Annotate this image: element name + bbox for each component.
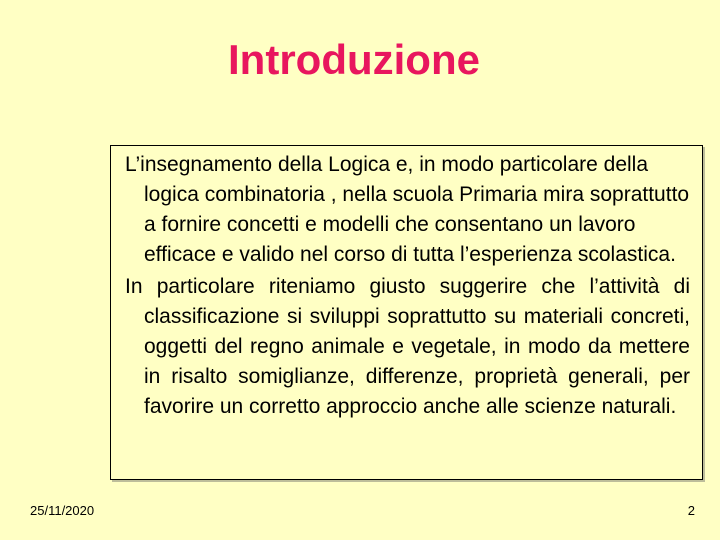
footer-date: 25/11/2020 bbox=[30, 503, 95, 518]
paragraph-intro: L’insegnamento della Logica e, in modo particolare della logica combinatoria , nella scuola Primaria mira soprattutto a fornire concetti e modelli che consentano un lavoro efficace e valido nel corso di tutta l’esperienza scolastica. bbox=[125, 153, 690, 266]
paragraph-classification: In particolare riteniamo giusto suggerire che l’attività di classificazione si sviluppi soprattutto su materiali concreti, oggetti del regno animale e vegetale, in modo da mettere in risalto somiglianze, differenze, proprietà generali, per favorire un corretto approccio anche alle scienze naturali. bbox=[125, 275, 690, 418]
slide-title: Introduzione bbox=[228, 36, 480, 83]
page-number: 2 bbox=[687, 503, 695, 518]
content-text-box bbox=[110, 145, 703, 480]
